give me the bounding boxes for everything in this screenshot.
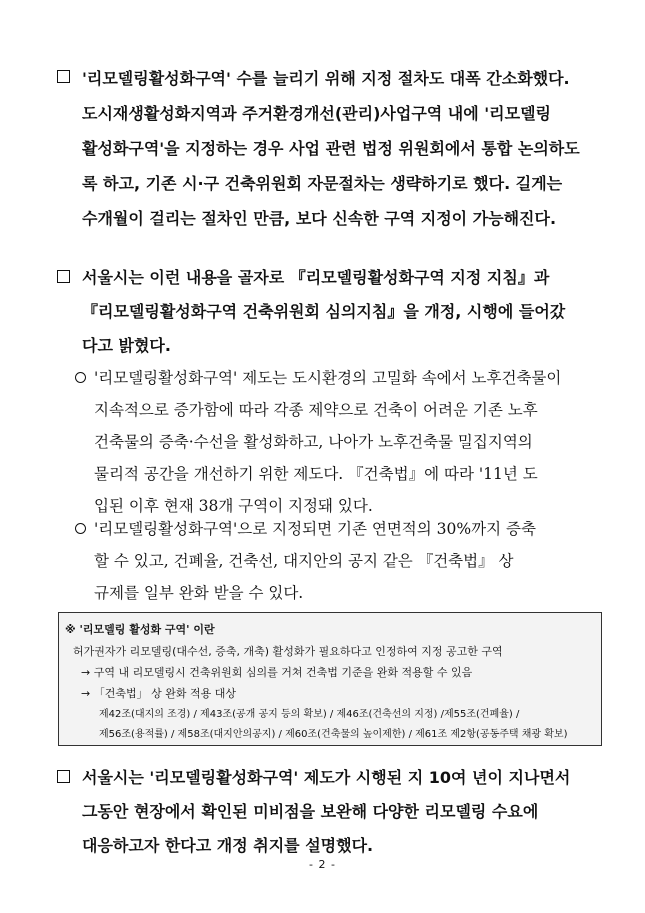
note-line-5: 제56조(용적률) / 제58조(대지안의공지) / 제60조(건축물의 높이제한) / 제61조 제2항(공동주택 채광 확보) [99,729,568,740]
definition-note-box [58,612,602,746]
note-line-1: 허가권자가 리모델링(대수선, 증축, 개축) 활성화가 필요하다고 인정하여 지정 공고한 구역 [73,645,503,658]
bullet-2-line-2: 할 수 있고, 건폐율, 건축선, 대지안의 공지 같은 『건축법』 상 [94,552,514,570]
circle-bullet-icon [75,523,86,534]
section-1-line-5: 수개월이 걸리는 절차인 만큼, 보다 신속한 구역 지정이 가능해진다. [82,209,557,228]
bullet-1-line-3: 건축물의 증축·수선을 활성화하고, 나아가 노후건축물 밀집지역의 [94,433,533,451]
section-2-line-3: 다고 밝혔다. [82,336,171,355]
section-1-line-2: 도시재생활성화지역과 주거환경개선(관리)사업구역 내에 '리모델링 [82,104,552,123]
bullet-2-line-3: 규제를 일부 완화 받을 수 있다. [94,584,304,602]
section-2-line-1: 서울시는 이런 내용을 골자로 『리모델링활성화구역 지정 지침』과 [82,268,550,287]
note-title: ※ '리모델링 활성화 구역' 이란 [65,623,215,636]
checkbox-square-icon [57,770,70,783]
bullet-1-line-4: 물리적 공간을 개선하기 위한 제도다. 『건축법』에 따라 '11년 도 [94,465,538,483]
note-line-2: → 구역 내 리모델링시 건축위원회 심의를 거쳐 건축법 기준을 완화 적용할 수 있음 [81,666,473,679]
checkbox-square-icon [57,70,70,83]
section-1-line-4: 록 하고, 기존 시·구 건축위원회 자문절차는 생략하기로 했다. 길게는 [82,174,563,193]
bullet-1-line-5: 입된 이후 현재 38개 구역이 지정돼 있다. [94,497,373,515]
note-line-4: 제42조(대지의 조경) / 제43조(공개 공지 등의 확보) / 제46조(건축선의 지정) /제55조(건폐율) / [99,709,520,720]
section-2-line-2: 『리모델링활성화구역 건축위원회 심의지침』을 개정, 시행에 들어갔 [82,302,566,321]
bullet-1-line-1: '리모델링활성화구역' 제도는 도시환경의 고밀화 속에서 노후건축물이 [94,369,562,387]
bullet-2-line-1: '리모델링활성화구역'으로 지정되면 기존 연면적의 30%까지 증축 [94,520,536,538]
note-line-3: → 「건축법」 상 완화 적용 대상 [81,687,236,700]
section-3-line-2: 그동안 현장에서 확인된 미비점을 보완해 다양한 리모델링 수요에 [82,802,539,821]
section-3-line-1: 서울시는 '리모델링활성화구역' 제도가 시행된 지 10여 년이 지나면서 [82,768,571,787]
checkbox-square-icon [57,270,70,283]
section-3-line-3: 대응하고자 한다고 개정 취지를 설명했다. [82,836,374,855]
section-1-line-3: 활성화구역'을 지정하는 경우 사업 관련 법정 위원회에서 통합 논의하도 [82,139,580,158]
section-1-line-1: '리모델링활성화구역' 수를 늘리기 위해 지정 절차도 대폭 간소화했다. [82,69,570,88]
page-number: - 2 - [309,858,336,871]
bullet-1-line-2: 지속적으로 증가함에 따라 각종 제약으로 건축이 어려운 기존 노후 [94,401,538,419]
circle-bullet-icon [75,372,86,383]
